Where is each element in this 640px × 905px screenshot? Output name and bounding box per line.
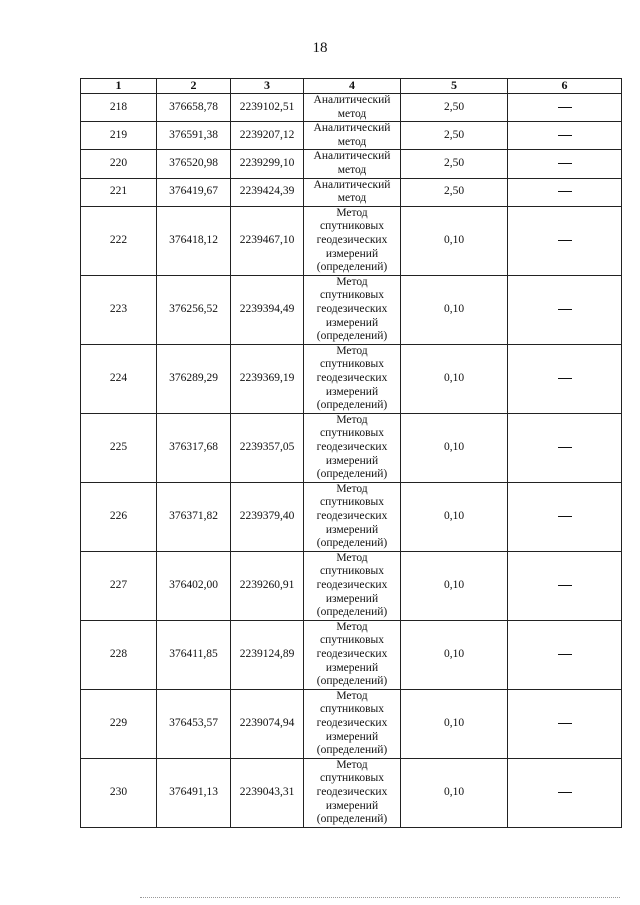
table-row: [81, 206, 622, 275]
x-coordinate-cell: 376411,85: [157, 620, 231, 689]
note-cell: [508, 275, 622, 344]
y-coordinate-cell: 2239299,10: [231, 150, 304, 178]
point-number-cell: 227: [81, 551, 157, 620]
dash-mark: [558, 240, 572, 241]
table-row: [81, 122, 622, 150]
header-cell-1: 1: [81, 79, 157, 94]
table-row: [81, 413, 622, 482]
accuracy-cell: 2,50: [401, 94, 508, 122]
x-coordinate-cell: 376520,98: [157, 150, 231, 178]
x-coordinate-cell: 376419,67: [157, 178, 231, 206]
y-coordinate-cell: 2239074,94: [231, 689, 304, 758]
note-cell: [508, 178, 622, 206]
dash-mark: [558, 585, 572, 586]
y-coordinate-cell: 2239357,05: [231, 413, 304, 482]
x-coordinate-cell: 376402,00: [157, 551, 231, 620]
x-coordinate-cell: 376418,12: [157, 206, 231, 275]
note-cell: [508, 206, 622, 275]
method-cell: Метод спутниковых геодезических измерений (определений): [304, 275, 401, 344]
x-coordinate-cell: 376256,52: [157, 275, 231, 344]
method-cell: Аналитический метод: [304, 150, 401, 178]
header-row: [81, 79, 622, 94]
x-coordinate-cell: 376453,57: [157, 689, 231, 758]
dash-mark: [558, 107, 572, 108]
note-cell: [508, 150, 622, 178]
y-coordinate-cell: 2239043,31: [231, 758, 304, 827]
note-cell: [508, 344, 622, 413]
note-cell: [508, 94, 622, 122]
method-cell: Метод спутниковых геодезических измерений (определений): [304, 620, 401, 689]
note-cell: [508, 551, 622, 620]
x-coordinate-cell: 376289,29: [157, 344, 231, 413]
accuracy-cell: 0,10: [401, 551, 508, 620]
point-number-cell: 229: [81, 689, 157, 758]
dash-mark: [558, 309, 572, 310]
point-number-cell: 218: [81, 94, 157, 122]
table-row: [81, 150, 622, 178]
point-number-cell: 222: [81, 206, 157, 275]
table-row: [81, 620, 622, 689]
table-row: [81, 482, 622, 551]
accuracy-cell: 0,10: [401, 758, 508, 827]
table-row: [81, 275, 622, 344]
method-cell: Метод спутниковых геодезических измерений (определений): [304, 689, 401, 758]
table-body: [81, 94, 622, 828]
method-cell: Аналитический метод: [304, 178, 401, 206]
note-cell: [508, 122, 622, 150]
point-number-cell: 219: [81, 122, 157, 150]
x-coordinate-cell: 376371,82: [157, 482, 231, 551]
accuracy-cell: 2,50: [401, 178, 508, 206]
method-cell: Метод спутниковых геодезических измерений (определений): [304, 206, 401, 275]
dash-mark: [558, 378, 572, 379]
table-header: [81, 79, 622, 94]
table-row: [81, 178, 622, 206]
y-coordinate-cell: 2239260,91: [231, 551, 304, 620]
table-row: [81, 344, 622, 413]
dash-mark: [558, 447, 572, 448]
note-cell: [508, 689, 622, 758]
table-row: [81, 758, 622, 827]
method-cell: Метод спутниковых геодезических измерений (определений): [304, 344, 401, 413]
dash-mark: [558, 191, 572, 192]
accuracy-cell: 0,10: [401, 344, 508, 413]
note-cell: [508, 482, 622, 551]
point-number-cell: 228: [81, 620, 157, 689]
header-cell-4: 4: [304, 79, 401, 94]
point-number-cell: 220: [81, 150, 157, 178]
method-cell: Метод спутниковых геодезических измерений (определений): [304, 551, 401, 620]
y-coordinate-cell: 2239379,40: [231, 482, 304, 551]
footer-rule: [140, 897, 620, 898]
note-cell: [508, 620, 622, 689]
y-coordinate-cell: 2239102,51: [231, 94, 304, 122]
table-row: [81, 689, 622, 758]
x-coordinate-cell: 376317,68: [157, 413, 231, 482]
dash-mark: [558, 654, 572, 655]
x-coordinate-cell: 376591,38: [157, 122, 231, 150]
dash-mark: [558, 792, 572, 793]
accuracy-cell: 0,10: [401, 206, 508, 275]
table-row: [81, 551, 622, 620]
dash-mark: [558, 163, 572, 164]
note-cell: [508, 413, 622, 482]
point-number-cell: 221: [81, 178, 157, 206]
header-cell-2: 2: [157, 79, 231, 94]
x-coordinate-cell: 376491,13: [157, 758, 231, 827]
point-number-cell: 230: [81, 758, 157, 827]
note-cell: [508, 758, 622, 827]
method-cell: Аналитический метод: [304, 94, 401, 122]
point-number-cell: 224: [81, 344, 157, 413]
method-cell: Метод спутниковых геодезических измерений (определений): [304, 482, 401, 551]
table-row: [81, 94, 622, 122]
y-coordinate-cell: 2239369,19: [231, 344, 304, 413]
method-cell: Аналитический метод: [304, 122, 401, 150]
y-coordinate-cell: 2239124,89: [231, 620, 304, 689]
header-cell-5: 5: [401, 79, 508, 94]
x-coordinate-cell: 376658,78: [157, 94, 231, 122]
accuracy-cell: 0,10: [401, 482, 508, 551]
y-coordinate-cell: 2239207,12: [231, 122, 304, 150]
header-cell-3: 3: [231, 79, 304, 94]
page-number: 18: [312, 40, 328, 56]
point-number-cell: 226: [81, 482, 157, 551]
accuracy-cell: 0,10: [401, 413, 508, 482]
accuracy-cell: 0,10: [401, 689, 508, 758]
coordinates-table: [80, 78, 622, 828]
method-cell: Метод спутниковых геодезических измерений (определений): [304, 758, 401, 827]
accuracy-cell: 2,50: [401, 150, 508, 178]
dash-mark: [558, 723, 572, 724]
accuracy-cell: 2,50: [401, 122, 508, 150]
dash-mark: [558, 135, 572, 136]
accuracy-cell: 0,10: [401, 620, 508, 689]
y-coordinate-cell: 2239394,49: [231, 275, 304, 344]
method-cell: Метод спутниковых геодезических измерений (определений): [304, 413, 401, 482]
y-coordinate-cell: 2239424,39: [231, 178, 304, 206]
point-number-cell: 225: [81, 413, 157, 482]
header-cell-6: 6: [508, 79, 622, 94]
accuracy-cell: 0,10: [401, 275, 508, 344]
dash-mark: [558, 516, 572, 517]
point-number-cell: 223: [81, 275, 157, 344]
y-coordinate-cell: 2239467,10: [231, 206, 304, 275]
